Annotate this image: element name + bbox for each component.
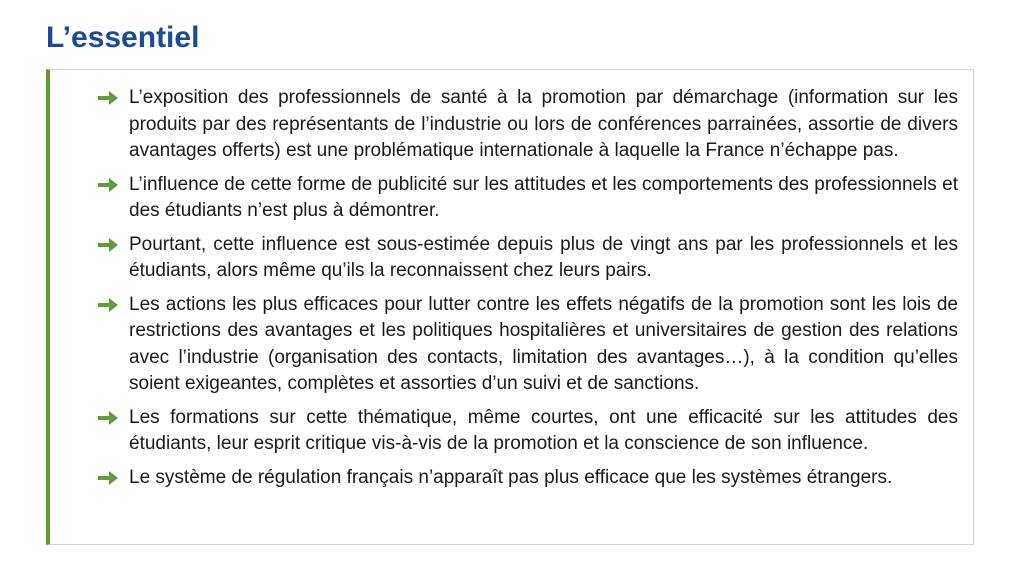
- key-points-list: [98, 85, 958, 498]
- section-title: L’essentiel: [46, 21, 200, 54]
- list-item: [98, 465, 958, 492]
- right-arrow-icon: [98, 178, 118, 192]
- list-item-text: Pourtant, cette influence est sous-estimée depuis plus de vingt ans par les professionnels et les étudiants, alors même qu’ils la reconnaissent chez leurs pairs.: [129, 233, 958, 281]
- right-arrow-icon: [98, 298, 118, 312]
- list-item: [98, 405, 958, 458]
- right-arrow-icon: [98, 411, 118, 425]
- list-item: [98, 85, 958, 165]
- list-item-text: Le système de régulation français n’apparaît pas plus efficace que les systèmes étrangers.: [129, 466, 893, 488]
- list-item: [98, 172, 958, 225]
- right-arrow-icon: [98, 91, 118, 105]
- summary-box: [46, 69, 974, 545]
- right-arrow-icon: [98, 471, 118, 485]
- list-item-text: L’influence de cette forme de publicité sur les attitudes et les comportements des professionnels et des étudiants n’est plus à démontrer.: [129, 173, 958, 221]
- list-item: [98, 232, 958, 285]
- right-arrow-icon: [98, 238, 118, 252]
- list-item-text: L’exposition des professionnels de santé à la promotion par démarchage (information sur les produits par des représentants de l’industrie ou lors de conférences parrainées, assortie de divers avantages offerts) est une problématique internationale à laquelle la France n’échappe pas.: [129, 87, 958, 161]
- list-item-text: Les actions les plus efficaces pour lutter contre les effets négatifs de la promotion sont les lois de restrictions des avantages et les politiques hospitalières et universitaires de gestion des relations avec l’industrie (organisation des contacts, limitation des avantages…), à la condition qu’elles soient exigeantes, complètes et assorties d’un suivi et de sanctions.: [129, 293, 958, 394]
- list-item-text: Les formations sur cette thématique, même courtes, ont une efficacité sur les attitudes des étudiants, leur esprit critique vis-à-vis de la promotion et la conscience de son influence.: [129, 406, 958, 454]
- list-item: [98, 292, 958, 398]
